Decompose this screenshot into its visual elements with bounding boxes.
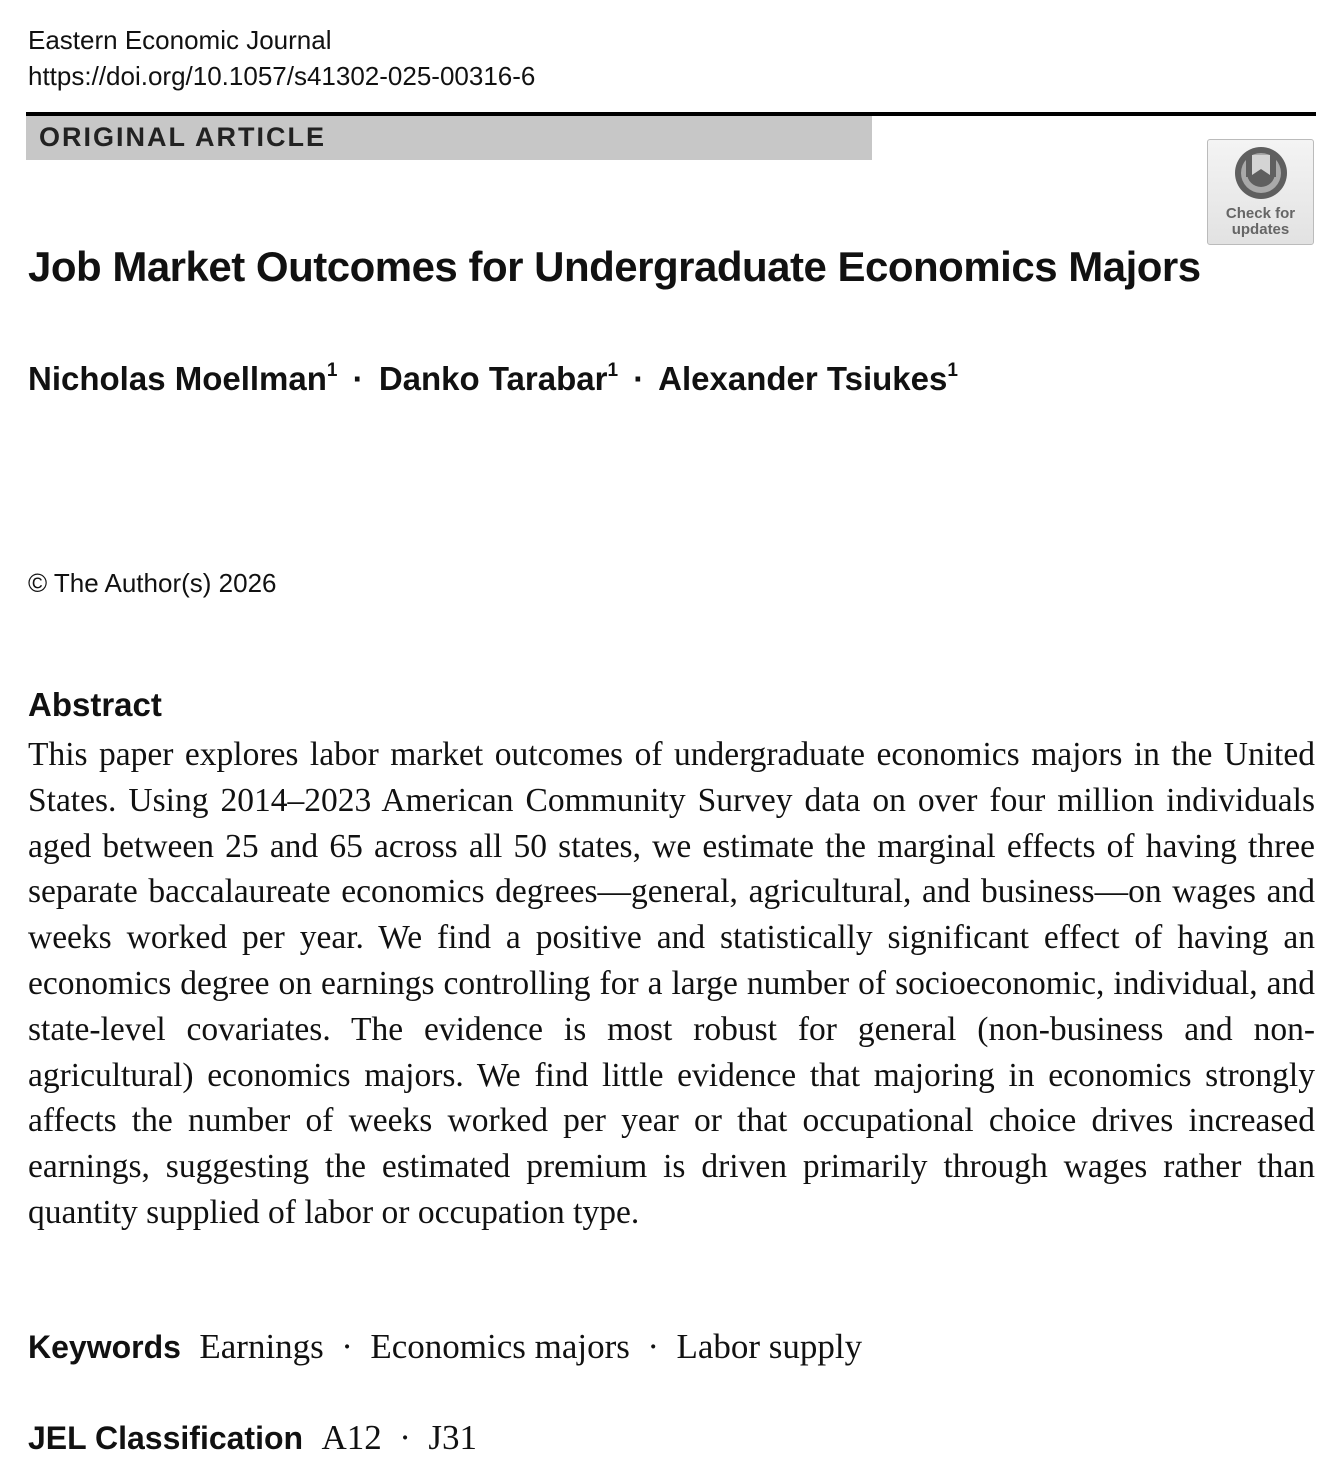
keywords-label: Keywords (28, 1329, 181, 1365)
jel-label: JEL Classification (28, 1420, 304, 1456)
jel-separator: · (399, 1418, 411, 1457)
author-name[interactable]: Alexander Tsiukes (658, 360, 948, 397)
author-name[interactable]: Danko Tarabar (378, 360, 608, 397)
journal-name: Eastern Economic Journal (28, 25, 332, 55)
author-list (28, 360, 958, 398)
affiliation-marker[interactable]: 1 (947, 360, 958, 381)
badge-line-1: Check for (1225, 205, 1296, 222)
keyword-item: Labor supply (676, 1327, 863, 1366)
article-title: Job Market Outcomes for Undergraduate Economics Majors (28, 243, 1201, 290)
keyword-separator: · (341, 1327, 353, 1366)
author-name[interactable]: Nicholas Moellman (28, 360, 327, 397)
author-separator: · (633, 360, 645, 397)
keyword-item: Earnings (199, 1327, 324, 1366)
article-type-label: ORIGINAL ARTICLE (39, 122, 326, 152)
abstract-heading: Abstract (28, 686, 162, 723)
abstract-text: This paper explores labor market outcomes of undergraduate economics majors in the United States. Using 2014–2023 American Community Survey data on over four million individuals aged between 25 and 65 across all 50 states, we estimate the marginal effects of having three separate baccalaureate economics degrees—general, agricultural, and business—on wages and weeks worked per year. We find a positive and statistically significant effect of having an economics degree on earnings controlling for a large number of socioeconomic, individual, and state-level covariates. The evidence is most robust for general (non-business and non-agricultural) economics majors. We find little evidence that majoring in economics strongly affects the number of weeks worked per year or that occupational choice drives increased earnings, suggesting the estimated premium is driven primarily through wages rather than quantity supplied of labor or occupation type. (28, 736, 1315, 1231)
copyright-notice: © The Author(s) 2026 (28, 568, 277, 598)
badge-line-2: updates (1231, 221, 1290, 238)
author-separator: · (352, 360, 364, 397)
doi-link[interactable]: https://doi.org/10.1057/s41302-025-00316-6 (28, 61, 536, 91)
affiliation-marker[interactable]: 1 (326, 360, 338, 381)
keywords-line (28, 1327, 862, 1367)
affiliation-marker[interactable]: 1 (607, 360, 619, 381)
check-for-updates-icon (1233, 145, 1289, 201)
jel-code: A12 (321, 1418, 382, 1457)
keyword-separator: · (647, 1327, 660, 1366)
jel-classification-line (28, 1418, 477, 1458)
journal-header (28, 22, 535, 94)
jel-code: J31 (428, 1418, 477, 1457)
keyword-item: Economics majors (370, 1327, 630, 1366)
check-for-updates-badge[interactable] (1207, 139, 1314, 245)
article-type-banner (26, 116, 872, 160)
badge-text (1208, 206, 1313, 238)
